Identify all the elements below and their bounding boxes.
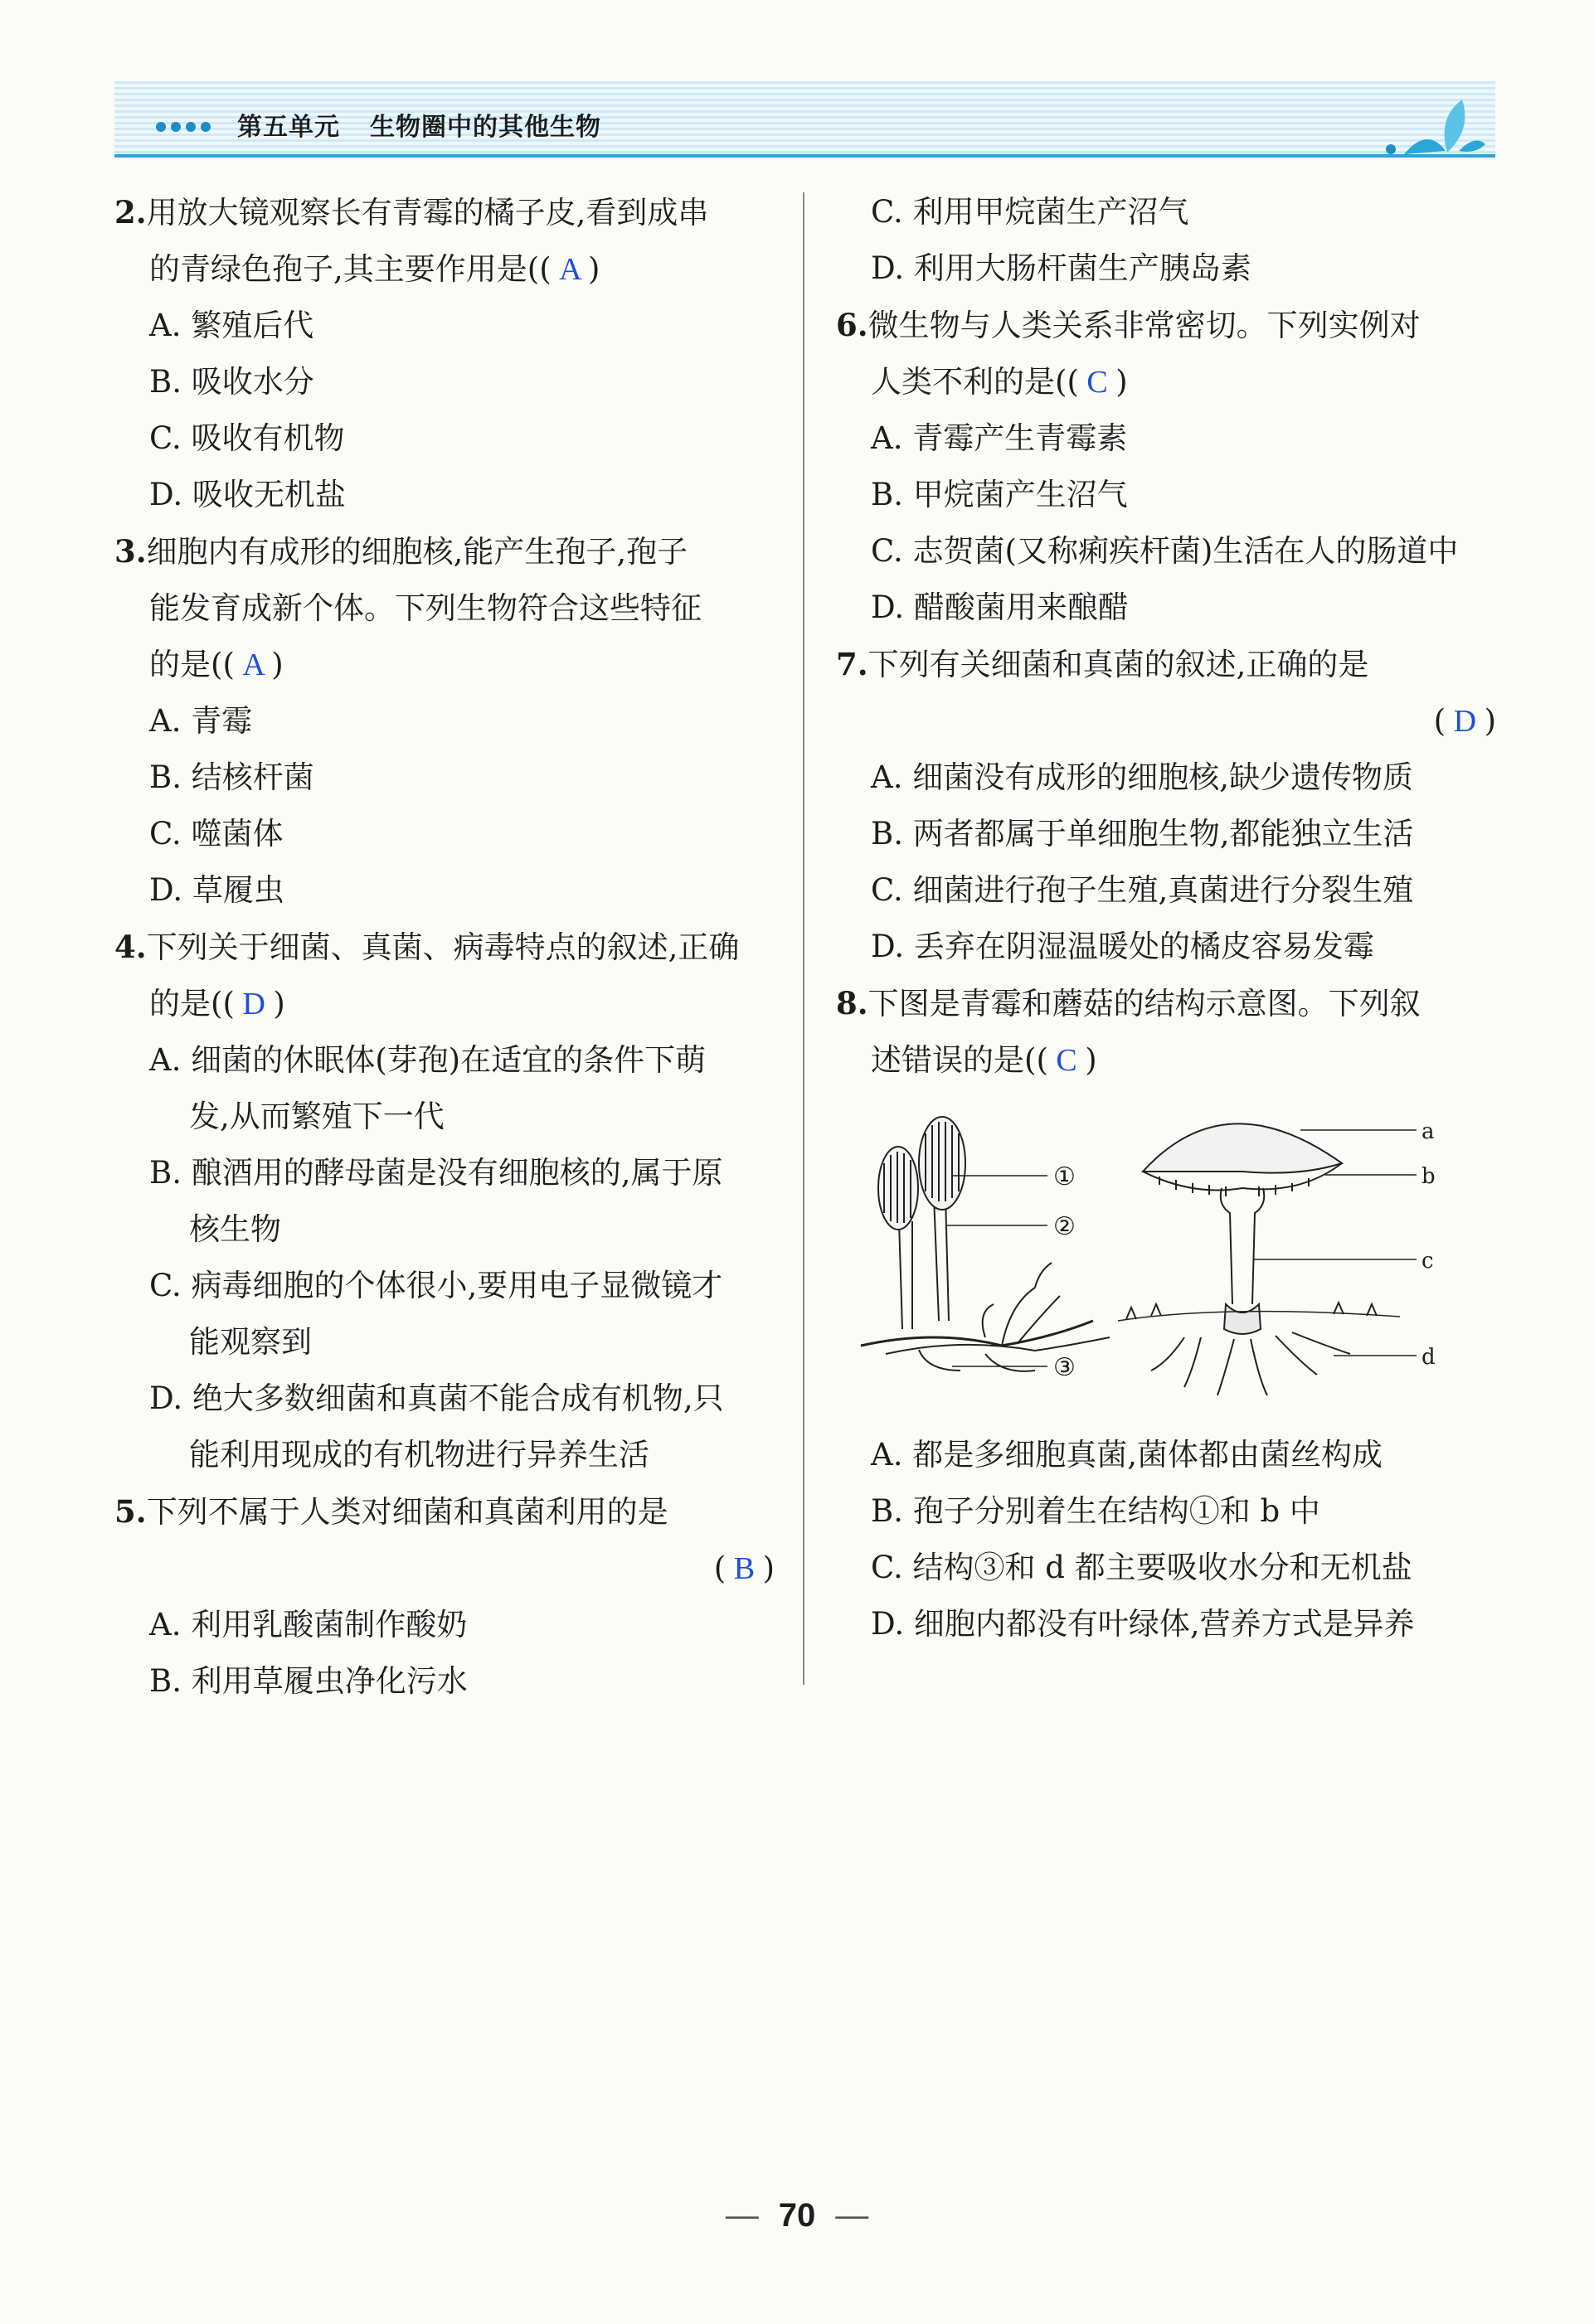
label-b: b — [1421, 1164, 1436, 1189]
header-title — [237, 106, 601, 143]
question-stem-text: 能发育成新个体。下列生物符合这些特征 — [149, 590, 702, 626]
paren-close: ) — [1484, 703, 1496, 739]
question-stem-line — [114, 637, 778, 693]
option-line: A. 青霉 — [149, 703, 253, 739]
fungi-structure-figure — [836, 1097, 1499, 1420]
option-line: B. 甲烷菌产生沼气 — [871, 477, 1128, 512]
option-line: 能观察到 — [189, 1324, 312, 1360]
label-a: a — [1421, 1119, 1435, 1144]
option-line: D. 绝大多数细菌和真菌不能合成有机物,只 — [149, 1380, 724, 1416]
option-line: D. 草履虫 — [149, 872, 284, 908]
question-stem-text: 用放大镜观察长有青霉的橘子皮,看到成串 — [146, 195, 709, 230]
option-line: B. 结核杆菌 — [149, 759, 314, 795]
right-column — [836, 184, 1499, 1652]
option-line: C. 结构③和 d 都主要吸收水分和无机盐 — [871, 1550, 1412, 1585]
question-stem-line — [836, 636, 1499, 693]
question-stem-line — [114, 919, 778, 976]
answer-letter: D — [234, 987, 274, 1021]
option-line: A. 都是多细胞真菌,菌体都由菌丝构成 — [871, 1437, 1383, 1473]
leaf-drop-icon — [1379, 93, 1487, 158]
question-number: 8. — [836, 985, 868, 1021]
question-stem-text: 下图是青霉和蘑菇的结构示意图。下列叙 — [867, 986, 1421, 1021]
label-1: ① — [1053, 1162, 1076, 1191]
answer-blank — [1434, 703, 1496, 739]
paren-close: ) — [271, 647, 284, 682]
option-line: A. 繁殖后代 — [149, 308, 314, 343]
answer-blank — [1036, 1042, 1096, 1078]
option-line: C. 志贺菌(又称痢疾杆菌)生活在人的肠道中 — [871, 533, 1459, 569]
label-2: ② — [1053, 1212, 1076, 1241]
option-line: B. 吸收水分 — [149, 364, 314, 400]
paren-open: ( — [713, 1550, 727, 1586]
unit-label: 第五单元 — [237, 113, 340, 142]
column-divider — [803, 192, 804, 1685]
paren-close: ) — [588, 251, 600, 287]
label-c: c — [1421, 1249, 1434, 1274]
answer-line — [114, 1540, 778, 1597]
question-stem-line — [836, 975, 1499, 1032]
question-stem-line — [114, 1483, 778, 1540]
paren-open: ( — [1036, 1042, 1048, 1078]
question-stem-text: 下列有关细菌和真菌的叙述,正确的是 — [867, 647, 1369, 682]
question-stem-text: 微生物与人类关系非常密切。下列实例对 — [867, 308, 1421, 343]
option-line: 发,从而繁殖下一代 — [189, 1099, 445, 1134]
question-stem-line — [114, 241, 778, 298]
option-line: 核生物 — [189, 1211, 281, 1247]
option-line: A. 细菌没有成形的细胞核,缺少遗传物质 — [871, 759, 1414, 795]
answer-letter: D — [1446, 704, 1485, 739]
option-line: C. 吸收有机物 — [149, 420, 345, 456]
paren-open: ( — [539, 251, 552, 287]
question-stem-line — [836, 1032, 1499, 1089]
question-stem-line — [836, 297, 1499, 354]
question-number: 6. — [836, 307, 868, 343]
paren-close: ) — [1115, 364, 1128, 400]
question-number: 5. — [114, 1493, 147, 1530]
option-line: 能利用现成的有机物进行异养生活 — [189, 1437, 649, 1473]
question-number: 4. — [114, 929, 147, 965]
answer-blank — [1067, 364, 1127, 400]
paren-open: ( — [1067, 364, 1079, 400]
left-column — [114, 184, 778, 1710]
paren-open: ( — [1433, 703, 1446, 739]
paren-close: ) — [1085, 1042, 1097, 1078]
question-number: 7. — [836, 646, 868, 682]
answer-letter: C — [1047, 1043, 1086, 1078]
question-stem-line — [114, 976, 778, 1032]
header-dots-icon — [156, 119, 216, 135]
option-line: C. 利用甲烷菌生产沼气 — [871, 194, 1189, 230]
option-line: A. 利用乳酸菌制作酸奶 — [149, 1607, 468, 1642]
answer-blank — [222, 986, 284, 1021]
label-3: ③ — [1053, 1353, 1076, 1382]
option-line: D. 吸收无机盐 — [149, 477, 346, 512]
option-line: B. 两者都属于单细胞生物,都能独立生活 — [871, 816, 1414, 851]
question-stem-text: 的青绿色孢子,其主要作用是( — [149, 251, 540, 287]
question-stem-text: 下列关于细菌、真菌、病毒特点的叙述,正确 — [146, 929, 740, 965]
option-line: A. 青霉产生青霉素 — [871, 420, 1128, 456]
answer-blank — [714, 1550, 775, 1586]
answer-blank — [539, 251, 600, 287]
paren-close: ) — [273, 986, 285, 1021]
option-line: D. 利用大肠杆菌生产胰岛素 — [871, 250, 1251, 286]
answer-letter: A — [234, 648, 272, 682]
answer-blank — [222, 647, 283, 682]
question-stem-line — [114, 523, 778, 580]
answer-line — [836, 693, 1499, 750]
header-rule — [114, 154, 1495, 158]
page-header — [114, 81, 1495, 158]
option-line: B. 利用草履虫净化污水 — [149, 1663, 468, 1699]
page-number: — 70 — — [725, 2197, 869, 2234]
question-number: 2. — [114, 194, 147, 230]
option-line: C. 噬菌体 — [149, 816, 284, 851]
question-stem-line — [114, 184, 778, 241]
paren-open: ( — [222, 986, 235, 1021]
answer-letter: B — [726, 1551, 763, 1586]
question-stem-text: 下列不属于人类对细菌和真菌利用的是 — [146, 1494, 668, 1530]
question-stem-text: 的是( — [149, 986, 223, 1021]
option-line: C. 病毒细胞的个体很小,要用电子显微镜才 — [149, 1268, 723, 1303]
penicillium-drawing — [861, 1117, 1110, 1371]
answer-letter: C — [1078, 365, 1116, 400]
option-line: D. 醋酸菌用来酿醋 — [871, 589, 1129, 625]
option-line: C. 细菌进行孢子生殖,真菌进行分裂生殖 — [871, 872, 1414, 908]
answer-letter: A — [551, 252, 588, 287]
question-number: 3. — [114, 533, 147, 570]
option-line: A. 细菌的休眠体(芽孢)在适宜的条件下萌 — [149, 1042, 707, 1078]
paren-close: ) — [762, 1550, 775, 1586]
question-stem-text: 的是( — [149, 647, 223, 682]
question-stem-text: 细胞内有成形的细胞核,能产生孢子,孢子 — [146, 534, 688, 570]
question-stem-text: 人类不利的是( — [871, 364, 1067, 400]
penicillium-mushroom-diagram — [836, 1097, 1499, 1420]
question-stem-line — [114, 580, 778, 637]
question-stem-text: 述错误的是( — [871, 1042, 1037, 1078]
page-number-value: 70 — [778, 2197, 816, 2234]
option-line: B. 酿酒用的酵母菌是没有细胞核的,属于原 — [149, 1155, 723, 1191]
option-line: B. 孢子分别着生在结构①和 b 中 — [871, 1493, 1320, 1529]
label-d: d — [1421, 1345, 1436, 1370]
paren-open: ( — [222, 647, 235, 682]
unit-subtitle: 生物圈中的其他生物 — [370, 113, 601, 142]
option-line: D. 细胞内都没有叶绿体,营养方式是异养 — [871, 1606, 1415, 1642]
option-line: D. 丢弃在阴湿温暖处的橘皮容易发霉 — [871, 929, 1374, 964]
question-stem-line — [836, 354, 1499, 410]
